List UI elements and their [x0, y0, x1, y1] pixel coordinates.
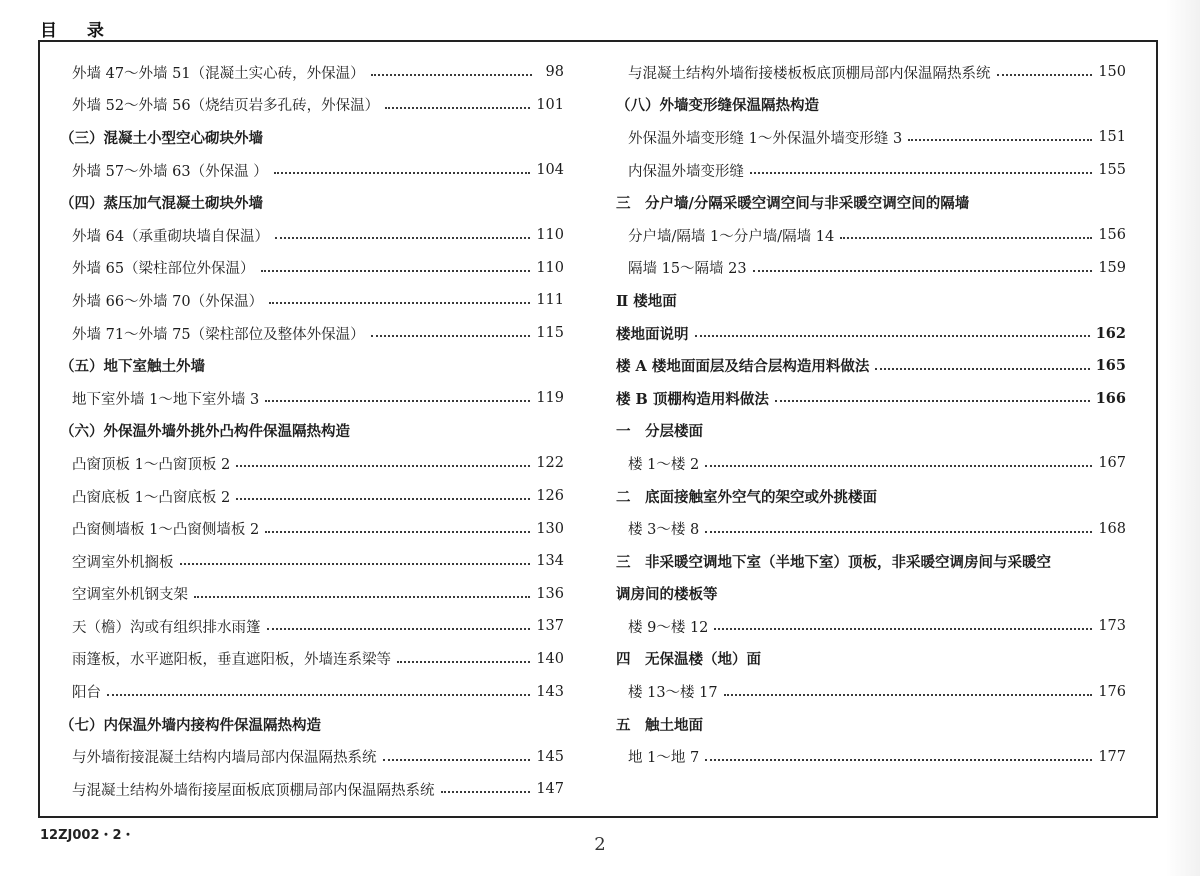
- toc-entry-title: 楼 B 顶棚构造用料做法: [616, 390, 769, 408]
- toc-left-column: [60, 56, 564, 806]
- toc-section-heading[interactable]: [60, 708, 564, 741]
- toc-section-heading[interactable]: [616, 480, 1126, 513]
- toc-entry-title: 空调室外机搁板: [72, 554, 174, 571]
- toc-entry-title: 天（檐）沟或有组织排水雨篷: [72, 619, 261, 636]
- toc-entry[interactable]: [616, 56, 1126, 89]
- toc-entry-title: 凸窗顶板 1～凸窗顶板 2: [72, 456, 231, 473]
- dot-leader: [695, 321, 1090, 337]
- toc-entry-title: 楼地面说明: [616, 325, 689, 343]
- toc-entry-title: 四 无保温楼（地）面: [616, 651, 761, 669]
- toc-entry-title: 与外墙衔接混凝土结构内墙局部内保温隔热系统: [72, 750, 377, 767]
- toc-entry-title: 楼 13～楼 17: [628, 685, 718, 702]
- dot-leader: [267, 614, 531, 630]
- dot-leader: [705, 745, 1092, 761]
- toc-entry[interactable]: [616, 610, 1126, 643]
- toc-entry-title: 外墙 64（承重砌块墙自保温）: [72, 228, 270, 245]
- toc-entry-title: 内保温外墙变形缝: [628, 163, 744, 180]
- dot-leader: [714, 614, 1092, 630]
- toc-page-number: 111: [536, 292, 564, 309]
- toc-entry[interactable]: [60, 740, 564, 773]
- dot-leader: [274, 158, 531, 174]
- dot-leader: [908, 125, 1092, 141]
- toc-entry-title: （五）地下室触土外墙: [60, 358, 205, 376]
- dot-leader: [261, 256, 531, 272]
- toc-entry-title: （六）外保温外墙外挑外凸构件保温隔热构造: [60, 423, 350, 441]
- toc-section-heading[interactable]: [616, 382, 1126, 415]
- toc-entry-title: 阳台: [72, 685, 101, 702]
- toc-entry[interactable]: [60, 382, 564, 415]
- toc-section-heading[interactable]: [616, 545, 1126, 578]
- toc-entry[interactable]: [616, 219, 1126, 252]
- toc-entry-title: （八）外墙变形缝保温隔热构造: [616, 97, 819, 115]
- toc-section-heading[interactable]: [616, 349, 1126, 382]
- toc-page-number: 137: [536, 618, 564, 635]
- toc-entry[interactable]: [60, 480, 564, 513]
- toc-page-number: 176: [1098, 683, 1126, 700]
- toc-entry-title: 隔墙 15～隔墙 23: [628, 261, 747, 278]
- toc-page-number: 134: [536, 553, 564, 570]
- toc-page-number: 104: [536, 162, 564, 179]
- dot-leader: [753, 256, 1093, 272]
- toc-page-number: 147: [536, 781, 564, 798]
- dot-leader: [371, 60, 532, 76]
- toc-page-number: 173: [1098, 618, 1126, 635]
- page-title: 目 录: [40, 21, 116, 41]
- toc-entry[interactable]: [60, 773, 564, 806]
- toc-section-heading[interactable]: [616, 317, 1126, 350]
- toc-entry[interactable]: [60, 89, 564, 122]
- dot-leader: [236, 484, 530, 500]
- toc-page-number: 98: [545, 64, 564, 81]
- toc-entry-title: 二 底面接触室外空气的架空或外挑楼面: [616, 488, 877, 506]
- dot-leader: [269, 288, 530, 304]
- toc-entry[interactable]: [60, 447, 564, 480]
- page-edge-shadow: [1166, 0, 1200, 876]
- dot-leader: [775, 386, 1090, 402]
- toc-entry-title: 外保温外墙变形缝 1～外保温外墙变形缝 3: [628, 130, 903, 147]
- toc-page-number: 136: [536, 585, 564, 602]
- toc-section-heading[interactable]: [60, 415, 564, 448]
- toc-page-number: 122: [536, 455, 564, 472]
- dot-leader: [840, 223, 1092, 239]
- toc-entry-title: 雨篷板，水平遮阳板，垂直遮阳板，外墙连系梁等: [72, 652, 391, 669]
- toc-page-number: 167: [1098, 455, 1126, 472]
- toc-page-number: 115: [536, 325, 564, 342]
- toc-entry[interactable]: [60, 56, 564, 89]
- toc-entry-title: 三 非采暖空调地下室（半地下室）顶板，非采暖空调房间与采暖空: [616, 553, 1051, 571]
- toc-entry-title: 外墙 52～外墙 56（烧结页岩多孔砖，外保温）: [72, 98, 380, 115]
- toc-section-heading[interactable]: [60, 121, 564, 154]
- dot-leader: [385, 93, 530, 109]
- toc-page-number: 101: [536, 96, 564, 113]
- toc-entry-title: 五 触土地面: [616, 716, 703, 734]
- toc-entry-title: 地下室外墙 1～地下室外墙 3: [72, 391, 260, 408]
- toc-entry[interactable]: [616, 447, 1126, 480]
- dot-leader: [265, 386, 530, 402]
- dot-leader: [107, 680, 530, 696]
- toc-entry-title: 楼 3～楼 8: [628, 522, 700, 539]
- toc-entry[interactable]: [616, 121, 1126, 154]
- toc-entry[interactable]: [60, 317, 564, 350]
- toc-entry[interactable]: [616, 154, 1126, 187]
- toc-page-number: 110: [536, 259, 564, 276]
- toc-page-number: 110: [536, 227, 564, 244]
- toc-section-heading[interactable]: [616, 578, 1126, 611]
- dot-leader: [397, 647, 530, 663]
- toc-page-number: 165: [1095, 357, 1126, 375]
- toc-page-number: 150: [1098, 64, 1126, 81]
- toc-page-number: 126: [536, 488, 564, 505]
- dot-leader: [441, 777, 531, 793]
- toc-entry-title: 外墙 47～外墙 51（混凝土实心砖，外保温）: [72, 65, 365, 82]
- toc-entry[interactable]: [60, 545, 564, 578]
- toc-right-column: [616, 56, 1126, 773]
- toc-entry-title: （三）混凝土小型空心砌块外墙: [60, 129, 263, 147]
- toc-entry[interactable]: [616, 512, 1126, 545]
- dot-leader: [194, 582, 530, 598]
- dot-leader: [724, 680, 1093, 696]
- toc-page-number: 140: [536, 650, 564, 667]
- toc-entry-title: 楼 A 楼地面面层及结合层构造用料做法: [616, 358, 870, 376]
- toc-entry-title: （四）蒸压加气混凝土砌块外墙: [60, 195, 263, 213]
- toc-entry[interactable]: [60, 643, 564, 676]
- toc-entry-title: 地 1～地 7: [628, 750, 700, 767]
- toc-page-number: 156: [1098, 227, 1126, 244]
- toc-page-number: 155: [1098, 162, 1126, 179]
- toc-entry-title: 外墙 66～外墙 70（外保温）: [72, 293, 264, 310]
- toc-entry-title: 调房间的楼板等: [616, 586, 718, 604]
- toc-entry-title: 楼 9～楼 12: [628, 619, 709, 636]
- dot-leader: [371, 321, 531, 337]
- dot-leader: [705, 517, 1092, 533]
- toc-page-number: 143: [536, 683, 564, 700]
- toc-page-number: 177: [1098, 748, 1126, 765]
- dot-leader: [875, 354, 1089, 370]
- toc-entry[interactable]: [60, 512, 564, 545]
- atlas-code: 12ZJ002・2・: [40, 828, 135, 843]
- toc-entry-title: 与混凝土结构外墙衔接楼板板底顶棚局部内保温隔热系统: [628, 65, 991, 82]
- toc-page-number: 145: [536, 748, 564, 765]
- toc-entry[interactable]: [60, 578, 564, 611]
- toc-page-number: 162: [1095, 324, 1126, 342]
- toc-entry[interactable]: [60, 219, 564, 252]
- dot-leader: [265, 517, 530, 533]
- toc-section-heading[interactable]: [60, 186, 564, 219]
- toc-entry[interactable]: [616, 675, 1126, 708]
- toc-section-heading[interactable]: [616, 186, 1126, 219]
- toc-entry-title: 凸窗侧墙板 1～凸窗侧墙板 2: [72, 522, 260, 539]
- toc-entry-title: 楼 1～楼 2: [628, 456, 700, 473]
- dot-leader: [236, 451, 530, 467]
- dot-leader: [705, 451, 1092, 467]
- toc-entry-title: 外墙 57～外墙 63（外保温 ）: [72, 163, 268, 180]
- toc-page-number: 119: [536, 390, 564, 407]
- toc-section-heading[interactable]: [616, 284, 1126, 317]
- toc-section-heading[interactable]: [616, 708, 1126, 741]
- toc-entry[interactable]: [60, 284, 564, 317]
- toc-page-number: 159: [1098, 259, 1126, 276]
- dot-leader: [383, 745, 531, 761]
- toc-page-number: 130: [536, 520, 564, 537]
- toc-section-heading[interactable]: [616, 89, 1126, 122]
- toc-entry-title: 凸窗底板 1～凸窗底板 2: [72, 489, 231, 506]
- toc-entry[interactable]: [616, 252, 1126, 285]
- toc-entry-title: 一 分层楼面: [616, 423, 703, 441]
- dot-leader: [997, 60, 1093, 76]
- toc-page-number: 151: [1098, 129, 1126, 146]
- toc-entry-title: 外墙 65（梁柱部位外保温）: [72, 261, 255, 278]
- dot-leader: [750, 158, 1092, 174]
- toc-entry-title: 空调室外机钢支架: [72, 587, 188, 604]
- toc-entry[interactable]: [616, 740, 1126, 773]
- toc-section-heading[interactable]: [60, 349, 564, 382]
- dot-leader: [180, 549, 531, 565]
- toc-entry-title: 外墙 71～外墙 75（梁柱部位及整体外保温）: [72, 326, 365, 343]
- dot-leader: [275, 223, 530, 239]
- toc-entry[interactable]: [60, 252, 564, 285]
- toc-entry-title: 与混凝土结构外墙衔接屋面板底顶棚局部内保温隔热系统: [72, 782, 435, 799]
- toc-entry[interactable]: [60, 675, 564, 708]
- toc-entry-title: （七）内保温外墙内接构件保温隔热构造: [60, 716, 321, 734]
- toc-section-heading[interactable]: [616, 643, 1126, 676]
- toc-entry[interactable]: [60, 610, 564, 643]
- page-number: 2: [594, 834, 606, 855]
- toc-page-number: 166: [1095, 389, 1126, 407]
- toc-entry-title: 三 分户墙/分隔采暖空调空间与非采暖空调空间的隔墙: [616, 195, 970, 213]
- toc-entry-title: Ⅱ 楼地面: [616, 292, 677, 310]
- toc-entry[interactable]: [60, 154, 564, 187]
- toc-section-heading[interactable]: [616, 415, 1126, 448]
- toc-page-number: 168: [1098, 520, 1126, 537]
- toc-entry-title: 分户墙/隔墙 1～分户墙/隔墙 14: [628, 228, 835, 245]
